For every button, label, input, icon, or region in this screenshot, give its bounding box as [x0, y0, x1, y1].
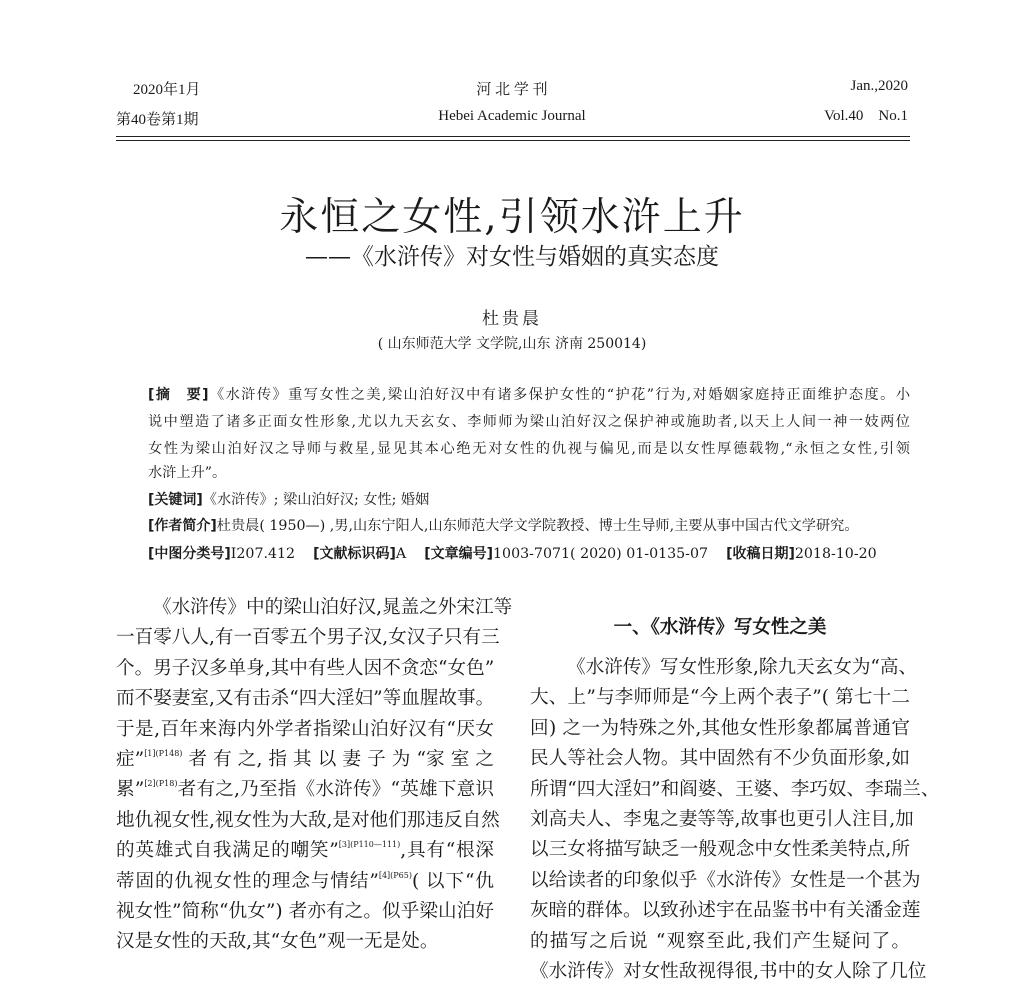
- body-text-line: [116, 715, 494, 745]
- text-segment: 以三女将描写缺乏一般观念中女性柔美特点,所: [530, 839, 910, 861]
- text-segment: ,具有“根深: [400, 840, 494, 862]
- body-text-line: [116, 745, 494, 775]
- body-text-line: [530, 775, 940, 805]
- author-name: 杜贵晨: [482, 309, 542, 329]
- body-text-line: [530, 714, 910, 744]
- author-bio-label: [作者简介]: [148, 518, 217, 534]
- text-segment: 的描写之后说 “观察至此,我们产生疑问了。: [530, 930, 910, 952]
- keywords-text: 《水浒传》; 梁山泊好汉; 女性; 婚姻: [202, 492, 430, 508]
- body-text-line: [116, 654, 494, 684]
- article-number-value: 1003-7071( 2020) 01-0135-07: [493, 546, 709, 562]
- text-segment: 视女性”简称“仇女”) 者亦有之。似乎梁山泊好: [116, 900, 494, 922]
- abstract-line: 说中塑造了诸多正面女性形象,尤以九天玄女、李师师为梁山泊好汉之保护神或施助者,以天上人间一神一妓两位: [148, 414, 910, 430]
- text-segment: 大、上”与李师师是“今上两个表子”( 第七十二: [530, 687, 910, 709]
- body-text-line: [116, 684, 494, 714]
- text-segment: 个。男子汉多单身,其中有些人因不贪恋“女色”: [116, 657, 495, 679]
- author-bio: [148, 517, 910, 535]
- text-segment: 刘高夫人、李鬼之妻等等,故事也更引人注目,加: [530, 808, 914, 830]
- body-text-line: [530, 653, 918, 683]
- clc-value: I207.412: [230, 546, 296, 562]
- article-number-label: [文章编号]: [424, 546, 494, 562]
- doc-code-label: [文献标识码]: [313, 546, 396, 562]
- body-text-line: [530, 805, 914, 835]
- text-segment: 《水浒传》中的梁山泊好汉,晁盖之外宋江等: [153, 597, 513, 618]
- body-text-line: [530, 744, 910, 774]
- body-text-line: [116, 593, 513, 623]
- body-text-line: [116, 806, 500, 836]
- citation-superscript: [3](P110—111): [338, 840, 401, 850]
- abstract-line: 水浒上升”。: [148, 465, 227, 481]
- citation-superscript: [4](P65): [378, 870, 412, 880]
- right-column: [530, 653, 940, 987]
- text-segment: 者有之,乃至指《水浒传》“英雄下意识: [177, 779, 494, 801]
- text-segment: 回) 之一为特殊之外,其他女性形象都属普通官: [530, 717, 910, 739]
- text-segment: 以给读者的印象似乎《水浒传》女性是一个甚为: [530, 869, 921, 891]
- issue-date-cn: 2020年1月: [133, 82, 201, 98]
- body-text-line: [530, 866, 921, 896]
- volume-cn: 第40卷第1期: [116, 112, 199, 128]
- journal-name-en: Hebei Academic Journal: [438, 108, 586, 124]
- keywords: [148, 491, 910, 509]
- citation-superscript: [2](P18): [144, 779, 178, 789]
- text-segment: 地仇视女性,视女性为大敌,是对他们那违反自然: [116, 809, 500, 831]
- abstract-line: 女性为梁山泊好汉之导师与救星,显见其本心绝无对女性的仇视与偏见,而是以女性厚德载物,“永恒之女性,引领: [148, 441, 910, 457]
- text-segment: 汉是女性的天敌,其“女色”观一无是处。: [116, 931, 439, 953]
- text-segment: 于是,百年来海内外学者指梁山泊好汉有“厌女: [116, 718, 494, 740]
- author-affiliation: ( 山东师范大学 文学院,山东 济南 250014): [377, 336, 647, 352]
- received-date-label: [收稿日期]: [726, 546, 795, 562]
- received-date-value: 2018-10-20: [794, 546, 877, 562]
- body-text-line: [116, 623, 500, 653]
- doc-code-value: A: [395, 546, 407, 562]
- abstract-label: [摘 要]: [148, 387, 209, 403]
- header-rule: [116, 136, 910, 137]
- body-text-line: [530, 957, 927, 987]
- text-segment: 一百零八人,有一百零五个男子汉,女汉子只有三: [116, 627, 500, 649]
- body-text-line: [530, 835, 910, 865]
- citation-superscript: [1](P148): [144, 748, 183, 758]
- text-segment: 症”: [116, 748, 145, 770]
- article-meta: [148, 545, 910, 563]
- volume-en: Vol.40 No.1: [824, 108, 908, 124]
- section-heading: 一、《水浒传》写女性之美: [613, 617, 827, 638]
- header-rule: [116, 140, 910, 141]
- text-segment: 灰暗的群体。以致孙述宇在品鉴书中有关潘金莲: [530, 900, 921, 922]
- issue-date-en: Jan.,2020: [850, 78, 908, 94]
- text-segment: 所谓“四大淫妇”和阎婆、王婆、李巧奴、李瑞兰、: [530, 778, 940, 800]
- text-segment: 民人等社会人物。其中固然有不少负面形象,如: [530, 748, 910, 770]
- text-segment: ( 以下“仇: [411, 870, 494, 892]
- text-segment: 蒂固的仇视女性的理念与情结”: [116, 870, 379, 892]
- text-segment: 《水浒传》对女性敌视得很,书中的女人除了几位: [530, 960, 927, 982]
- body-text-line: [530, 927, 910, 957]
- body-text-line: [530, 896, 921, 926]
- text-segment: 而不娶妻室,又有击杀“四大淫妇”等血腥故事。: [116, 688, 495, 710]
- text-segment: 《水浒传》写女性形象,除九天玄女为“高、: [567, 657, 918, 678]
- clc-label: [中图分类号]: [148, 546, 231, 562]
- article-title: 永恒之女性,引领水浒上升: [279, 195, 745, 240]
- author-bio-text: 杜贵晨( 1950—) ,男,山东宁阳人,山东师范大学文学院教授、博士生导师,主要从事中国古代文学研究。: [216, 518, 859, 534]
- article-subtitle: ——《水浒传》对女性与婚姻的真实态度: [305, 244, 719, 270]
- left-column: [116, 593, 513, 958]
- text-segment: 的英雄式自我满足的嘲笑”: [116, 840, 339, 862]
- body-text-line: [116, 927, 494, 957]
- body-text-line: [116, 897, 494, 927]
- keywords-label: [关键词]: [148, 492, 203, 508]
- body-text-line: [116, 836, 494, 866]
- body-text-line: [116, 867, 494, 897]
- journal-name-cn: 河 北 学 刊: [476, 82, 548, 98]
- abstract-line: [摘 要]《水浒传》重写女性之美,梁山泊好汉中有诸多保护女性的“护花”行为,对婚姻家庭持正面维护态度。小: [148, 387, 911, 403]
- body-text-line: [116, 775, 494, 805]
- body-text-line: [530, 683, 910, 713]
- text-segment: 者 有 之, 指 其 以 妻 子 为 “家 室 之: [182, 748, 494, 770]
- text-segment: 累”: [116, 779, 145, 801]
